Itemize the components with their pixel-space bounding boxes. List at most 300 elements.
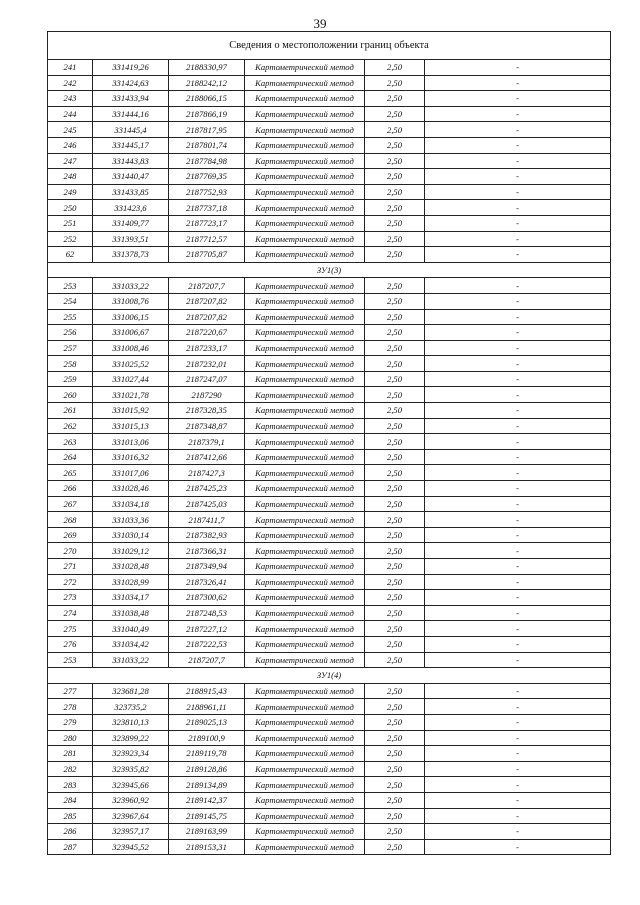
x-coordinate-cell: 331440,47: [93, 169, 169, 185]
accuracy-cell: 2,50: [365, 559, 425, 575]
description-cell: -: [425, 481, 611, 497]
x-coordinate-cell: 331034,17: [93, 590, 169, 606]
description-cell: -: [425, 231, 611, 247]
x-coordinate-cell: 331013,06: [93, 434, 169, 450]
x-coordinate-cell: 331040,49: [93, 621, 169, 637]
method-cell: Картометрический метод: [245, 200, 365, 216]
method-cell: Картометрический метод: [245, 496, 365, 512]
table-row: [48, 60, 611, 76]
method-cell: Картометрический метод: [245, 137, 365, 153]
point-number-cell: 279: [48, 714, 93, 730]
x-coordinate-cell: 331393,51: [93, 231, 169, 247]
method-cell: Картометрический метод: [245, 824, 365, 840]
accuracy-cell: 2,50: [365, 590, 425, 606]
method-cell: Картометрический метод: [245, 621, 365, 637]
description-cell: -: [425, 449, 611, 465]
point-number-cell: 245: [48, 122, 93, 138]
page-number: 39: [313, 16, 327, 31]
y-coordinate-cell: 2187247,07: [169, 371, 245, 387]
point-number-cell: 252: [48, 231, 93, 247]
table-row: [48, 325, 611, 341]
method-cell: Картометрический метод: [245, 683, 365, 699]
x-coordinate-cell: 331443,83: [93, 153, 169, 169]
description-cell: -: [425, 559, 611, 575]
table-row: [48, 371, 611, 387]
accuracy-cell: 2,50: [365, 293, 425, 309]
y-coordinate-cell: 2187427,3: [169, 465, 245, 481]
description-cell: -: [425, 527, 611, 543]
accuracy-cell: 2,50: [365, 761, 425, 777]
point-number-cell: 274: [48, 605, 93, 621]
y-coordinate-cell: 2187705,87: [169, 247, 245, 263]
description-cell: -: [425, 621, 611, 637]
point-number-cell: 241: [48, 60, 93, 76]
point-number-cell: 269: [48, 527, 93, 543]
x-coordinate-cell: 331423,6: [93, 200, 169, 216]
accuracy-cell: 2,50: [365, 543, 425, 559]
y-coordinate-cell: 2189100,9: [169, 730, 245, 746]
x-coordinate-cell: 331034,42: [93, 636, 169, 652]
section-label: ЗУ1(4): [48, 668, 611, 684]
table-row: [48, 340, 611, 356]
point-number-cell: 283: [48, 777, 93, 793]
method-cell: Картометрический метод: [245, 636, 365, 652]
y-coordinate-cell: 2187379,1: [169, 434, 245, 450]
point-number-cell: 260: [48, 387, 93, 403]
point-number-cell: 286: [48, 824, 93, 840]
method-cell: Картометрический метод: [245, 293, 365, 309]
point-number-cell: 259: [48, 371, 93, 387]
method-cell: Картометрический метод: [245, 278, 365, 294]
accuracy-cell: 2,50: [365, 403, 425, 419]
method-cell: Картометрический метод: [245, 465, 365, 481]
table-row: [48, 636, 611, 652]
x-coordinate-cell: 323967,64: [93, 808, 169, 824]
y-coordinate-cell: 2187411,7: [169, 512, 245, 528]
accuracy-cell: 2,50: [365, 137, 425, 153]
description-cell: -: [425, 293, 611, 309]
x-coordinate-cell: 331033,36: [93, 512, 169, 528]
table-row: [48, 184, 611, 200]
table-row: [48, 449, 611, 465]
point-number-cell: 265: [48, 465, 93, 481]
boundary-coordinates-table: [47, 31, 611, 855]
method-cell: Картометрический метод: [245, 527, 365, 543]
point-number-cell: 247: [48, 153, 93, 169]
method-cell: Картометрический метод: [245, 590, 365, 606]
point-number-cell: 251: [48, 215, 93, 231]
table-row: [48, 512, 611, 528]
y-coordinate-cell: 2187723,17: [169, 215, 245, 231]
method-cell: Картометрический метод: [245, 356, 365, 372]
y-coordinate-cell: 2187326,41: [169, 574, 245, 590]
x-coordinate-cell: 331008,76: [93, 293, 169, 309]
table-row: [48, 153, 611, 169]
method-cell: Картометрический метод: [245, 215, 365, 231]
accuracy-cell: 2,50: [365, 91, 425, 107]
y-coordinate-cell: 2187425,03: [169, 496, 245, 512]
table-row: [48, 309, 611, 325]
y-coordinate-cell: 2187348,87: [169, 418, 245, 434]
x-coordinate-cell: 331021,78: [93, 387, 169, 403]
accuracy-cell: 2,50: [365, 808, 425, 824]
point-number-cell: 284: [48, 792, 93, 808]
accuracy-cell: 2,50: [365, 278, 425, 294]
table-row: [48, 200, 611, 216]
accuracy-cell: 2,50: [365, 75, 425, 91]
accuracy-cell: 2,50: [365, 714, 425, 730]
point-number-cell: 262: [48, 418, 93, 434]
table-row: [48, 122, 611, 138]
x-coordinate-cell: 331028,48: [93, 559, 169, 575]
table-row: [48, 387, 611, 403]
method-cell: Картометрический метод: [245, 777, 365, 793]
description-cell: -: [425, 278, 611, 294]
y-coordinate-cell: 2189142,37: [169, 792, 245, 808]
table-row: [48, 543, 611, 559]
y-coordinate-cell: 2189153,31: [169, 839, 245, 855]
x-coordinate-cell: 331028,46: [93, 481, 169, 497]
section-row: [48, 668, 611, 684]
y-coordinate-cell: 2187207,82: [169, 293, 245, 309]
accuracy-cell: 2,50: [365, 730, 425, 746]
y-coordinate-cell: 2187801,74: [169, 137, 245, 153]
y-coordinate-cell: 2188066,15: [169, 91, 245, 107]
method-cell: Картометрический метод: [245, 418, 365, 434]
description-cell: -: [425, 746, 611, 762]
accuracy-cell: 2,50: [365, 512, 425, 528]
method-cell: Картометрический метод: [245, 699, 365, 715]
point-number-cell: 249: [48, 184, 93, 200]
table-row: [48, 652, 611, 668]
method-cell: Картометрический метод: [245, 574, 365, 590]
y-coordinate-cell: 2187712,57: [169, 231, 245, 247]
accuracy-cell: 2,50: [365, 153, 425, 169]
table-row: [48, 730, 611, 746]
accuracy-cell: 2,50: [365, 434, 425, 450]
accuracy-cell: 2,50: [365, 231, 425, 247]
description-cell: -: [425, 699, 611, 715]
point-number-cell: 248: [48, 169, 93, 185]
x-coordinate-cell: 331419,26: [93, 60, 169, 76]
table-row: [48, 621, 611, 637]
accuracy-cell: 2,50: [365, 387, 425, 403]
point-number-cell: 275: [48, 621, 93, 637]
point-number-cell: 285: [48, 808, 93, 824]
table-row: [48, 403, 611, 419]
point-number-cell: 270: [48, 543, 93, 559]
point-number-cell: 244: [48, 106, 93, 122]
point-number-cell: 280: [48, 730, 93, 746]
description-cell: -: [425, 340, 611, 356]
y-coordinate-cell: 2187232,01: [169, 356, 245, 372]
point-number-cell: 243: [48, 91, 93, 107]
description-cell: -: [425, 309, 611, 325]
accuracy-cell: 2,50: [365, 340, 425, 356]
table-row: [48, 106, 611, 122]
point-number-cell: 268: [48, 512, 93, 528]
y-coordinate-cell: 2188242,12: [169, 75, 245, 91]
table-row: [48, 683, 611, 699]
table-row: [48, 496, 611, 512]
description-cell: -: [425, 137, 611, 153]
accuracy-cell: 2,50: [365, 418, 425, 434]
table-row: [48, 418, 611, 434]
description-cell: -: [425, 215, 611, 231]
point-number-cell: 62: [48, 247, 93, 263]
table-row: [48, 247, 611, 263]
accuracy-cell: 2,50: [365, 824, 425, 840]
x-coordinate-cell: 331444,16: [93, 106, 169, 122]
description-cell: -: [425, 418, 611, 434]
method-cell: Картометрический метод: [245, 449, 365, 465]
point-number-cell: 287: [48, 839, 93, 855]
accuracy-cell: 2,50: [365, 574, 425, 590]
x-coordinate-cell: 323810,13: [93, 714, 169, 730]
description-cell: -: [425, 574, 611, 590]
x-coordinate-cell: 323899,22: [93, 730, 169, 746]
table-row: [48, 792, 611, 808]
method-cell: Картометрический метод: [245, 714, 365, 730]
description-cell: -: [425, 75, 611, 91]
table-row: [48, 824, 611, 840]
point-number-cell: 250: [48, 200, 93, 216]
description-cell: -: [425, 200, 611, 216]
accuracy-cell: 2,50: [365, 200, 425, 216]
method-cell: Картометрический метод: [245, 746, 365, 762]
method-cell: Картометрический метод: [245, 60, 365, 76]
accuracy-cell: 2,50: [365, 636, 425, 652]
x-coordinate-cell: 323945,52: [93, 839, 169, 855]
method-cell: Картометрический метод: [245, 605, 365, 621]
accuracy-cell: 2,50: [365, 777, 425, 793]
y-coordinate-cell: 2187737,18: [169, 200, 245, 216]
description-cell: -: [425, 714, 611, 730]
x-coordinate-cell: 323923,34: [93, 746, 169, 762]
description-cell: -: [425, 683, 611, 699]
y-coordinate-cell: 2187290: [169, 387, 245, 403]
x-coordinate-cell: 331017,06: [93, 465, 169, 481]
point-number-cell: 246: [48, 137, 93, 153]
y-coordinate-cell: 2187752,93: [169, 184, 245, 200]
table-row: [48, 605, 611, 621]
y-coordinate-cell: 2189145,75: [169, 808, 245, 824]
accuracy-cell: 2,50: [365, 465, 425, 481]
section-label: ЗУ1(3): [48, 262, 611, 278]
x-coordinate-cell: 323935,82: [93, 761, 169, 777]
description-cell: -: [425, 91, 611, 107]
y-coordinate-cell: 2187222,53: [169, 636, 245, 652]
description-cell: -: [425, 122, 611, 138]
table-row: [48, 527, 611, 543]
x-coordinate-cell: 331006,67: [93, 325, 169, 341]
table-row: [48, 559, 611, 575]
y-coordinate-cell: 2187784,98: [169, 153, 245, 169]
y-coordinate-cell: 2187328,35: [169, 403, 245, 419]
description-cell: -: [425, 465, 611, 481]
x-coordinate-cell: 331445,17: [93, 137, 169, 153]
accuracy-cell: 2,50: [365, 122, 425, 138]
accuracy-cell: 2,50: [365, 605, 425, 621]
accuracy-cell: 2,50: [365, 792, 425, 808]
point-number-cell: 273: [48, 590, 93, 606]
accuracy-cell: 2,50: [365, 325, 425, 341]
x-coordinate-cell: 331433,94: [93, 91, 169, 107]
x-coordinate-cell: 331015,13: [93, 418, 169, 434]
table-row: [48, 808, 611, 824]
accuracy-cell: 2,50: [365, 527, 425, 543]
x-coordinate-cell: 331016,32: [93, 449, 169, 465]
method-cell: Картометрический метод: [245, 730, 365, 746]
point-number-cell: 276: [48, 636, 93, 652]
method-cell: Картометрический метод: [245, 761, 365, 777]
method-cell: Картометрический метод: [245, 371, 365, 387]
method-cell: Картометрический метод: [245, 122, 365, 138]
description-cell: -: [425, 184, 611, 200]
y-coordinate-cell: 2187817,95: [169, 122, 245, 138]
method-cell: Картометрический метод: [245, 387, 365, 403]
description-cell: -: [425, 652, 611, 668]
table-row: [48, 91, 611, 107]
accuracy-cell: 2,50: [365, 106, 425, 122]
method-cell: Картометрический метод: [245, 106, 365, 122]
y-coordinate-cell: 2187227,12: [169, 621, 245, 637]
description-cell: -: [425, 106, 611, 122]
table-row: [48, 231, 611, 247]
y-coordinate-cell: 2187866,19: [169, 106, 245, 122]
method-cell: Картометрический метод: [245, 839, 365, 855]
x-coordinate-cell: 331015,92: [93, 403, 169, 419]
table-row: [48, 137, 611, 153]
point-number-cell: 277: [48, 683, 93, 699]
point-number-cell: 271: [48, 559, 93, 575]
method-cell: Картометрический метод: [245, 340, 365, 356]
point-number-cell: 255: [48, 309, 93, 325]
description-cell: -: [425, 403, 611, 419]
accuracy-cell: 2,50: [365, 481, 425, 497]
table-row: [48, 481, 611, 497]
description-cell: -: [425, 496, 611, 512]
point-number-cell: 253: [48, 652, 93, 668]
method-cell: Картометрический метод: [245, 512, 365, 528]
x-coordinate-cell: 331409,77: [93, 215, 169, 231]
accuracy-cell: 2,50: [365, 215, 425, 231]
x-coordinate-cell: 331038,48: [93, 605, 169, 621]
table-row: [48, 699, 611, 715]
point-number-cell: 263: [48, 434, 93, 450]
y-coordinate-cell: 2187382,93: [169, 527, 245, 543]
method-cell: Картометрический метод: [245, 169, 365, 185]
description-cell: -: [425, 169, 611, 185]
x-coordinate-cell: 331008,46: [93, 340, 169, 356]
description-cell: -: [425, 824, 611, 840]
y-coordinate-cell: 2188330,97: [169, 60, 245, 76]
description-cell: -: [425, 371, 611, 387]
y-coordinate-cell: 2187207,82: [169, 309, 245, 325]
description-cell: -: [425, 543, 611, 559]
accuracy-cell: 2,50: [365, 652, 425, 668]
accuracy-cell: 2,50: [365, 184, 425, 200]
y-coordinate-cell: 2187412,66: [169, 449, 245, 465]
x-coordinate-cell: 331029,12: [93, 543, 169, 559]
x-coordinate-cell: 323960,92: [93, 792, 169, 808]
description-cell: -: [425, 153, 611, 169]
description-cell: -: [425, 777, 611, 793]
x-coordinate-cell: 331033,22: [93, 278, 169, 294]
description-cell: -: [425, 792, 611, 808]
method-cell: Картометрический метод: [245, 543, 365, 559]
table-row: [48, 169, 611, 185]
description-cell: -: [425, 590, 611, 606]
x-coordinate-cell: 331033,22: [93, 652, 169, 668]
y-coordinate-cell: 2187207,7: [169, 652, 245, 668]
point-number-cell: 282: [48, 761, 93, 777]
y-coordinate-cell: 2187233,17: [169, 340, 245, 356]
table-row: [48, 215, 611, 231]
x-coordinate-cell: 331424,63: [93, 75, 169, 91]
table-row: [48, 590, 611, 606]
y-coordinate-cell: 2187769,35: [169, 169, 245, 185]
point-number-cell: 253: [48, 278, 93, 294]
table-title: Сведения о местоположении границ объекта: [48, 32, 611, 60]
accuracy-cell: 2,50: [365, 356, 425, 372]
method-cell: Картометрический метод: [245, 184, 365, 200]
x-coordinate-cell: 331445,4: [93, 122, 169, 138]
description-cell: -: [425, 808, 611, 824]
y-coordinate-cell: 2189119,78: [169, 746, 245, 762]
description-cell: -: [425, 325, 611, 341]
x-coordinate-cell: 331028,99: [93, 574, 169, 590]
y-coordinate-cell: 2187207,7: [169, 278, 245, 294]
method-cell: Картометрический метод: [245, 247, 365, 263]
table-row: [48, 278, 611, 294]
point-number-cell: 242: [48, 75, 93, 91]
method-cell: Картометрический метод: [245, 652, 365, 668]
x-coordinate-cell: 331025,52: [93, 356, 169, 372]
method-cell: Картометрический метод: [245, 434, 365, 450]
point-number-cell: 272: [48, 574, 93, 590]
table-row: [48, 839, 611, 855]
table-row: [48, 746, 611, 762]
table-row: [48, 761, 611, 777]
description-cell: -: [425, 512, 611, 528]
description-cell: -: [425, 60, 611, 76]
description-cell: -: [425, 356, 611, 372]
x-coordinate-cell: 323681,28: [93, 683, 169, 699]
description-cell: -: [425, 605, 611, 621]
y-coordinate-cell: 2189128,86: [169, 761, 245, 777]
accuracy-cell: 2,50: [365, 449, 425, 465]
y-coordinate-cell: 2187366,31: [169, 543, 245, 559]
x-coordinate-cell: 323945,66: [93, 777, 169, 793]
table-row: [48, 434, 611, 450]
accuracy-cell: 2,50: [365, 746, 425, 762]
description-cell: -: [425, 636, 611, 652]
description-cell: -: [425, 839, 611, 855]
y-coordinate-cell: 2189025,13: [169, 714, 245, 730]
y-coordinate-cell: 2188915,43: [169, 683, 245, 699]
point-number-cell: 264: [48, 449, 93, 465]
point-number-cell: 281: [48, 746, 93, 762]
method-cell: Картометрический метод: [245, 559, 365, 575]
x-coordinate-cell: 331378,73: [93, 247, 169, 263]
x-coordinate-cell: 331030,14: [93, 527, 169, 543]
y-coordinate-cell: 2187248,53: [169, 605, 245, 621]
accuracy-cell: 2,50: [365, 247, 425, 263]
accuracy-cell: 2,50: [365, 683, 425, 699]
method-cell: Картометрический метод: [245, 153, 365, 169]
x-coordinate-cell: 323735,2: [93, 699, 169, 715]
